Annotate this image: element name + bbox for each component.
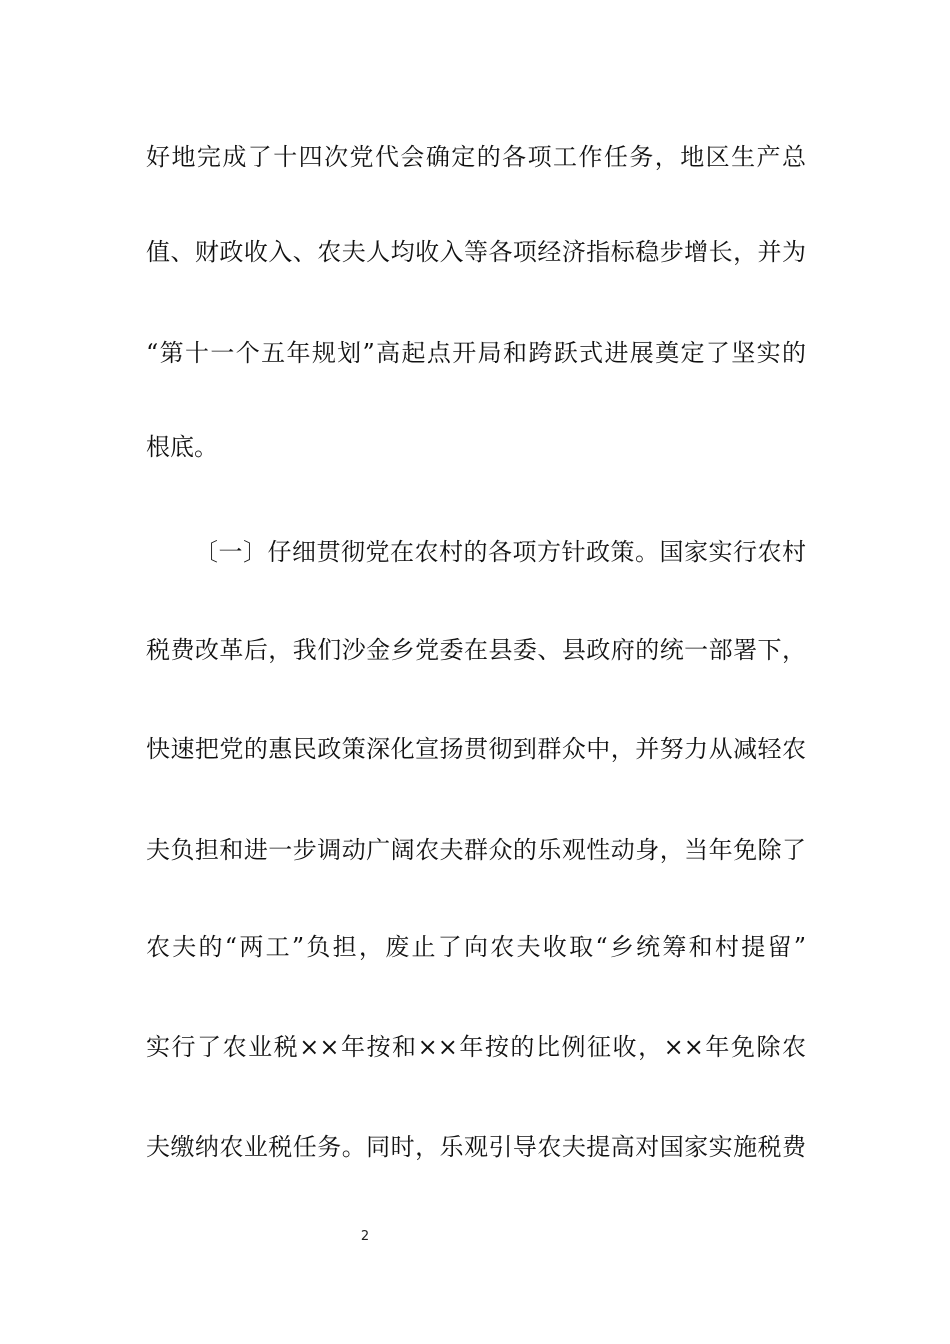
text-line-8: 夫负担和进一步调动广阔农夫群众的乐观性动身，当年免除了 <box>146 836 806 864</box>
text-line-2: 值、财政收入、农夫人均收入等各项经济指标稳步增长，并为 <box>146 238 806 266</box>
text-line-9: 农夫的“两工”负担，废止了向农夫收取“乡统筹和村提留” <box>146 933 806 961</box>
page-number: 2 <box>360 1229 370 1244</box>
text-line-7: 快速把党的惠民政策深化宣扬贯彻到群众中，并努力从减轻农 <box>146 735 806 763</box>
text-line-10: 实行了农业税××年按和××年按的比例征收，××年免除农 <box>146 1033 806 1061</box>
text-line-3: “第十一个五年规划”高起点开局和跨跃式进展奠定了坚实的 <box>146 339 806 367</box>
text-line-6: 税费改革后，我们沙金乡党委在县委、县政府的统一部署下， <box>146 636 806 664</box>
text-line-11: 夫缴纳农业税任务。同时，乐观引导农夫提高对国家实施税费 <box>146 1133 806 1161</box>
paragraph-start-line: 〔一〕仔细贯彻党在农村的各项方针政策。国家实行农村 <box>194 538 806 566</box>
text-line-4: 根底。 <box>146 433 218 461</box>
text-line-1: 好地完成了十四次党代会确定的各项工作任务，地区生产总 <box>146 143 806 171</box>
